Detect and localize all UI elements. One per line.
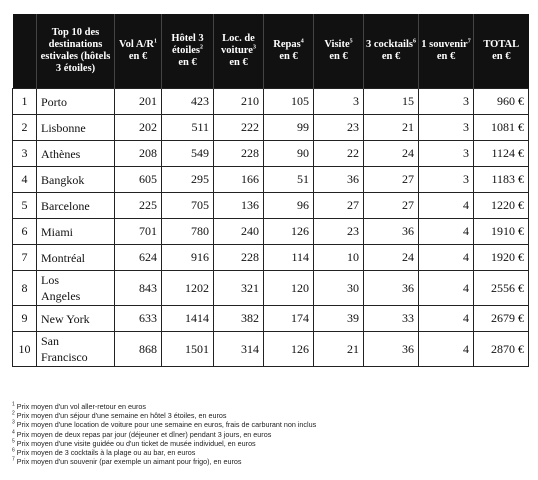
cell-repas: 96 bbox=[264, 193, 314, 219]
footnote-number: 4 bbox=[12, 429, 15, 436]
cell-total: 1220 € bbox=[474, 193, 529, 219]
footnote-ref: 1 bbox=[153, 38, 157, 45]
cell-voiture: 240 bbox=[214, 219, 264, 245]
cell-visite: 22 bbox=[314, 141, 364, 167]
footnote-text: Prix moyen de 3 cocktails à la plage ou au bar, en euros bbox=[14, 448, 196, 458]
table-header-row bbox=[13, 14, 529, 89]
cell-voiture: 228 bbox=[214, 141, 264, 167]
cell-souvenir: 3 bbox=[419, 115, 474, 141]
cell-city: Barcelone bbox=[37, 193, 115, 219]
footnote-text: Prix moyen d'une visite guidée ou d'un ticket de musée individuel, en euros bbox=[14, 438, 256, 448]
cell-city: Lisbonne bbox=[37, 115, 115, 141]
cell-souvenir: 3 bbox=[419, 141, 474, 167]
cell-rank: 2 bbox=[13, 115, 37, 141]
cell-souvenir: 4 bbox=[419, 245, 474, 271]
footnote-item bbox=[12, 448, 528, 457]
cell-visite: 3 bbox=[314, 89, 364, 115]
cell-total: 1124 € bbox=[474, 141, 529, 167]
column-header-3 bbox=[162, 14, 214, 89]
column-header-unit: en € bbox=[492, 51, 511, 62]
footnote-item bbox=[12, 420, 528, 429]
cell-repas: 120 bbox=[264, 271, 314, 306]
footnote-number: 5 bbox=[12, 438, 15, 445]
footnote-number: 7 bbox=[12, 456, 15, 463]
cell-hotel: 705 bbox=[162, 193, 214, 219]
footnote-ref: 2 bbox=[200, 44, 203, 51]
column-header-unit: en € bbox=[279, 51, 298, 62]
column-header-label: Visite bbox=[324, 39, 350, 50]
cell-repas: 51 bbox=[264, 167, 314, 193]
column-header-8 bbox=[419, 14, 474, 89]
cell-vol: 868 bbox=[115, 332, 162, 367]
destinations-price-table bbox=[12, 14, 529, 367]
cell-hotel: 916 bbox=[162, 245, 214, 271]
column-header-label: Top 10 des destinations estivales (hôtels 3 étoiles) bbox=[40, 27, 111, 74]
cell-souvenir: 4 bbox=[419, 219, 474, 245]
cell-visite: 21 bbox=[314, 332, 364, 367]
column-header-label: TOTAL bbox=[483, 39, 520, 50]
footnote-item bbox=[12, 402, 528, 411]
column-header-unit: en € bbox=[178, 57, 197, 68]
cell-hotel: 549 bbox=[162, 141, 214, 167]
cell-rank: 7 bbox=[13, 245, 37, 271]
cell-vol: 633 bbox=[115, 306, 162, 332]
cell-total: 1183 € bbox=[474, 167, 529, 193]
cell-rank: 10 bbox=[13, 332, 37, 367]
cell-rank: 3 bbox=[13, 141, 37, 167]
cell-vol: 202 bbox=[115, 115, 162, 141]
footnote-number: 3 bbox=[12, 420, 15, 427]
footnotes bbox=[12, 402, 528, 466]
cell-visite: 27 bbox=[314, 193, 364, 219]
cell-total: 2679 € bbox=[474, 306, 529, 332]
cell-hotel: 1414 bbox=[162, 306, 214, 332]
column-header-2 bbox=[115, 14, 162, 89]
cell-voiture: 314 bbox=[214, 332, 264, 367]
cell-repas: 90 bbox=[264, 141, 314, 167]
column-header-4 bbox=[214, 14, 264, 89]
footnote-number: 2 bbox=[12, 410, 15, 417]
cell-total: 2870 € bbox=[474, 332, 529, 367]
footnote-ref: 5 bbox=[349, 38, 353, 45]
cell-city: Miami bbox=[37, 219, 115, 245]
footnote-text: Prix moyen de deux repas par jour (déjeuner et dîner) pendant 3 jours, en euros bbox=[14, 429, 272, 439]
footnote-item bbox=[12, 411, 528, 420]
cell-city: San Francisco bbox=[37, 332, 115, 367]
cell-total: 1910 € bbox=[474, 219, 529, 245]
cell-city: Los Angeles bbox=[37, 271, 115, 306]
column-header-5 bbox=[264, 14, 314, 89]
cell-city: Bangkok bbox=[37, 167, 115, 193]
cell-voiture: 210 bbox=[214, 89, 264, 115]
column-header-unit: en € bbox=[128, 51, 148, 62]
column-header-0 bbox=[13, 14, 37, 89]
cell-rank: 1 bbox=[13, 89, 37, 115]
column-header-unit: en € bbox=[329, 51, 348, 62]
cell-vol: 624 bbox=[115, 245, 162, 271]
table-row bbox=[13, 245, 529, 271]
cell-voiture: 321 bbox=[214, 271, 264, 306]
cell-rank: 4 bbox=[13, 167, 37, 193]
cell-cocktails: 36 bbox=[364, 271, 419, 306]
cell-souvenir: 3 bbox=[419, 89, 474, 115]
cell-souvenir: 3 bbox=[419, 167, 474, 193]
price-table-container bbox=[12, 14, 528, 367]
column-header-7 bbox=[364, 14, 419, 89]
cell-voiture: 166 bbox=[214, 167, 264, 193]
table-row bbox=[13, 167, 529, 193]
footnote-ref: 7 bbox=[467, 38, 471, 45]
cell-cocktails: 24 bbox=[364, 141, 419, 167]
table-body bbox=[13, 89, 529, 367]
cell-total: 960 € bbox=[474, 89, 529, 115]
cell-visite: 36 bbox=[314, 167, 364, 193]
cell-souvenir: 4 bbox=[419, 332, 474, 367]
table-row bbox=[13, 306, 529, 332]
footnote-item bbox=[12, 457, 528, 466]
cell-repas: 114 bbox=[264, 245, 314, 271]
table-row bbox=[13, 89, 529, 115]
cell-visite: 23 bbox=[314, 115, 364, 141]
cell-visite: 10 bbox=[314, 245, 364, 271]
cell-hotel: 780 bbox=[162, 219, 214, 245]
table-row bbox=[13, 219, 529, 245]
cell-cocktails: 36 bbox=[364, 332, 419, 367]
cell-rank: 8 bbox=[13, 271, 37, 306]
cell-souvenir: 4 bbox=[419, 271, 474, 306]
cell-voiture: 382 bbox=[214, 306, 264, 332]
cell-rank: 6 bbox=[13, 219, 37, 245]
cell-city: Montréal bbox=[37, 245, 115, 271]
cell-cocktails: 21 bbox=[364, 115, 419, 141]
cell-cocktails: 27 bbox=[364, 193, 419, 219]
cell-souvenir: 4 bbox=[419, 193, 474, 219]
cell-repas: 99 bbox=[264, 115, 314, 141]
cell-hotel: 1202 bbox=[162, 271, 214, 306]
cell-total: 1920 € bbox=[474, 245, 529, 271]
footnote-text: Prix moyen d'un vol aller-retour en euros bbox=[14, 402, 146, 411]
footnote-text: Prix moyen d'un souvenir (par exemple un aimant pour frigo), en euros bbox=[14, 457, 242, 467]
footnote-text: Prix moyen d'une location de voiture pour une semaine en euros, frais de carburant non inclus bbox=[14, 420, 317, 430]
cell-souvenir: 4 bbox=[419, 306, 474, 332]
column-header-unit: en € bbox=[229, 57, 248, 68]
cell-total: 1081 € bbox=[474, 115, 529, 141]
cell-repas: 126 bbox=[264, 332, 314, 367]
footnote-item bbox=[12, 430, 528, 439]
column-header-label: Vol A/R bbox=[119, 39, 154, 50]
footnote-text: Prix moyen d'un séjour d'une semaine en hôtel 3 étoiles, en euros bbox=[14, 411, 227, 421]
cell-rank: 9 bbox=[13, 306, 37, 332]
cell-hotel: 295 bbox=[162, 167, 214, 193]
table-row bbox=[13, 332, 529, 367]
table-row bbox=[13, 271, 529, 306]
cell-repas: 174 bbox=[264, 306, 314, 332]
cell-cocktails: 15 bbox=[364, 89, 419, 115]
column-header-label: Loc. de voiture bbox=[221, 33, 255, 56]
cell-vol: 843 bbox=[115, 271, 162, 306]
column-header-6 bbox=[314, 14, 364, 89]
cell-vol: 208 bbox=[115, 141, 162, 167]
cell-vol: 701 bbox=[115, 219, 162, 245]
cell-total: 2556 € bbox=[474, 271, 529, 306]
cell-visite: 39 bbox=[314, 306, 364, 332]
cell-cocktails: 24 bbox=[364, 245, 419, 271]
cell-repas: 105 bbox=[264, 89, 314, 115]
footnote-ref: 4 bbox=[300, 38, 304, 45]
footnote-ref: 3 bbox=[252, 44, 256, 51]
cell-hotel: 511 bbox=[162, 115, 214, 141]
column-header-unit: en € bbox=[436, 51, 456, 62]
cell-voiture: 222 bbox=[214, 115, 264, 141]
cell-rank: 5 bbox=[13, 193, 37, 219]
footnote-ref: 6 bbox=[412, 38, 416, 45]
cell-hotel: 423 bbox=[162, 89, 214, 115]
table-row bbox=[13, 193, 529, 219]
cell-voiture: 228 bbox=[214, 245, 264, 271]
cell-vol: 201 bbox=[115, 89, 162, 115]
footnote-number: 1 bbox=[12, 401, 15, 408]
column-header-9 bbox=[474, 14, 529, 89]
cell-repas: 126 bbox=[264, 219, 314, 245]
cell-cocktails: 33 bbox=[364, 306, 419, 332]
footnote-item bbox=[12, 439, 528, 448]
column-header-label: 3 cocktails bbox=[366, 39, 413, 50]
table-row bbox=[13, 115, 529, 141]
cell-city: New York bbox=[37, 306, 115, 332]
cell-cocktails: 27 bbox=[364, 167, 419, 193]
footnote-number: 6 bbox=[12, 447, 15, 454]
cell-city: Athènes bbox=[37, 141, 115, 167]
cell-vol: 225 bbox=[115, 193, 162, 219]
column-header-1 bbox=[37, 14, 115, 89]
cell-cocktails: 36 bbox=[364, 219, 419, 245]
table-row bbox=[13, 141, 529, 167]
cell-visite: 30 bbox=[314, 271, 364, 306]
cell-hotel: 1501 bbox=[162, 332, 214, 367]
cell-visite: 23 bbox=[314, 219, 364, 245]
cell-vol: 605 bbox=[115, 167, 162, 193]
column-header-label: Hôtel 3 étoiles bbox=[171, 33, 204, 56]
column-header-label: 1 souvenir bbox=[421, 39, 468, 50]
cell-city: Porto bbox=[37, 89, 115, 115]
column-header-unit: en € bbox=[381, 51, 401, 62]
column-header-label: Repas bbox=[273, 39, 301, 50]
cell-voiture: 136 bbox=[214, 193, 264, 219]
